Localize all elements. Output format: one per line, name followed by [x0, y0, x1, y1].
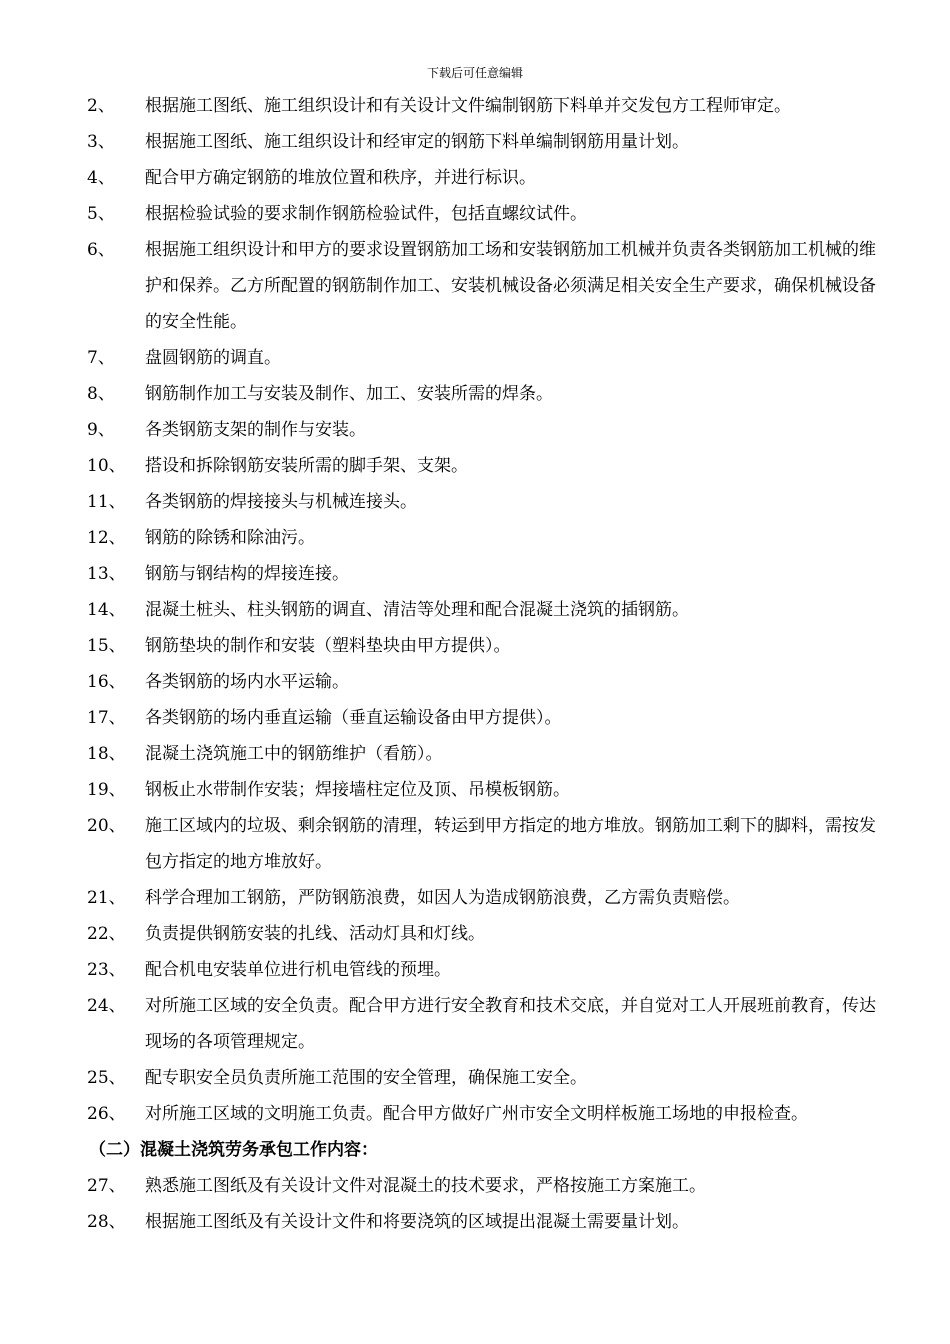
item-text: 钢筋的除锈和除油污。 — [145, 528, 315, 548]
item-number: 20、 — [87, 816, 126, 836]
item-number: 16、 — [87, 672, 126, 692]
list-item — [87, 952, 887, 988]
section-heading: （二）混凝土浇筑劳务承包工作内容： — [89, 1140, 378, 1160]
list-item — [87, 808, 887, 880]
item-text: 配合机电安装单位进行机电管线的预埋。 — [145, 960, 451, 980]
item-text: 各类钢筋支架的制作与安装。 — [145, 420, 366, 440]
item-number: 2、 — [87, 96, 115, 116]
item-text: 根据施工图纸及有关设计文件和将要浇筑的区域提出混凝土需要量计划。 — [145, 1212, 689, 1232]
item-number: 27、 — [87, 1176, 126, 1196]
list-item — [87, 1060, 887, 1096]
item-text: 根据检验试验的要求制作钢筋检验试件，包括直螺纹试件。 — [145, 204, 587, 224]
item-number: 12、 — [87, 528, 126, 548]
item-text: 钢筋制作加工与安装及制作、加工、安装所需的焊条。 — [145, 384, 553, 404]
item-text: 施工区域内的垃圾、剩余钢筋的清理，转运到甲方指定的地方堆放。钢筋加工剩下的脚料，需按发包方指定的地方堆放好。 — [145, 816, 876, 872]
item-text: 钢筋与钢结构的焊接连接。 — [145, 564, 349, 584]
item-number: 15、 — [87, 636, 126, 656]
list-item — [87, 448, 887, 484]
item-number: 23、 — [87, 960, 126, 980]
item-number: 14、 — [87, 600, 126, 620]
item-text: 科学合理加工钢筋，严防钢筋浪费，如因人为造成钢筋浪费，乙方需负责赔偿。 — [145, 888, 740, 908]
item-number: 13、 — [87, 564, 126, 584]
list-item — [87, 880, 887, 916]
item-text: 配合甲方确定钢筋的堆放位置和秩序，并进行标识。 — [145, 168, 536, 188]
item-text: 钢板止水带制作安装；焊接墙柱定位及顶、吊模板钢筋。 — [145, 780, 570, 800]
item-text: 根据施工组织设计和甲方的要求设置钢筋加工场和安装钢筋加工机械并负责各类钢筋加工机械的维护和保养。乙方所配置的钢筋制作加工、安装机械设备必须满足相关安全生产要求，确保机械设备的安全性能。 — [145, 240, 876, 332]
item-text: 混凝土浇筑施工中的钢筋维护（看筋）。 — [145, 744, 443, 764]
item-text: 钢筋垫块的制作和安装（塑料垫块由甲方提供）。 — [145, 636, 511, 656]
item-text: 搭设和拆除钢筋安装所需的脚手架、支架。 — [145, 456, 468, 476]
item-number: 18、 — [87, 744, 126, 764]
item-number: 25、 — [87, 1068, 126, 1088]
item-number: 8、 — [87, 384, 115, 404]
item-number: 21、 — [87, 888, 126, 908]
item-number: 24、 — [87, 996, 126, 1016]
list-item — [87, 232, 887, 340]
list-item — [87, 916, 887, 952]
concrete-work-items-list — [87, 1168, 887, 1240]
list-item — [87, 592, 887, 628]
list-item — [87, 556, 887, 592]
list-item — [87, 1096, 887, 1132]
item-text: 配专职安全员负责所施工范围的安全管理，确保施工安全。 — [145, 1068, 587, 1088]
item-number: 22、 — [87, 924, 126, 944]
list-item — [87, 700, 887, 736]
list-item — [87, 196, 887, 232]
list-item — [87, 412, 887, 448]
item-number: 19、 — [87, 780, 126, 800]
list-item — [87, 520, 887, 556]
list-item — [87, 772, 887, 808]
item-text: 各类钢筋的焊接接头与机械连接头。 — [145, 492, 417, 512]
item-text: 根据施工图纸、施工组织设计和经审定的钢筋下料单编制钢筋用量计划。 — [145, 132, 689, 152]
list-item — [87, 484, 887, 520]
list-item — [87, 664, 887, 700]
list-item — [87, 340, 887, 376]
item-number: 11、 — [87, 492, 126, 512]
list-item — [87, 1168, 887, 1204]
work-items-list — [87, 88, 887, 1132]
item-number: 7、 — [87, 348, 115, 368]
item-text: 各类钢筋的场内垂直运输（垂直运输设备由甲方提供）。 — [145, 708, 562, 728]
item-text: 对所施工区域的安全负责。配合甲方进行安全教育和技术交底，并自觉对工人开展班前教育，传达现场的各项管理规定。 — [145, 996, 876, 1052]
list-item — [87, 88, 887, 124]
item-number: 26、 — [87, 1104, 126, 1124]
list-item — [87, 736, 887, 772]
item-text: 负责提供钢筋安装的扎线、活动灯具和灯线。 — [145, 924, 485, 944]
item-text: 对所施工区域的文明施工负责。配合甲方做好广州市安全文明样板施工场地的申报检查。 — [145, 1104, 808, 1124]
item-text: 根据施工图纸、施工组织设计和有关设计文件编制钢筋下料单并交发包方工程师审定。 — [145, 96, 791, 116]
item-number: 6、 — [87, 240, 115, 260]
item-number: 17、 — [87, 708, 126, 728]
list-item — [87, 628, 887, 664]
item-text: 盘圆钢筋的调直。 — [145, 348, 281, 368]
item-number: 4、 — [87, 168, 115, 188]
item-number: 3、 — [87, 132, 115, 152]
item-number: 28、 — [87, 1212, 126, 1232]
item-number: 5、 — [87, 204, 115, 224]
list-item — [87, 988, 887, 1060]
list-item — [87, 376, 887, 412]
list-item — [87, 124, 887, 160]
list-item — [87, 1204, 887, 1240]
document-body — [87, 88, 887, 1240]
page-header: 下载后可任意编辑 — [426, 66, 523, 80]
item-number: 9、 — [87, 420, 115, 440]
list-item — [87, 160, 887, 196]
item-text: 混凝土桩头、柱头钢筋的调直、清洁等处理和配合混凝土浇筑的插钢筋。 — [145, 600, 689, 620]
item-text: 各类钢筋的场内水平运输。 — [145, 672, 349, 692]
item-number: 10、 — [87, 456, 126, 476]
item-text: 熟悉施工图纸及有关设计文件对混凝土的技术要求，严格按施工方案施工。 — [145, 1176, 706, 1196]
